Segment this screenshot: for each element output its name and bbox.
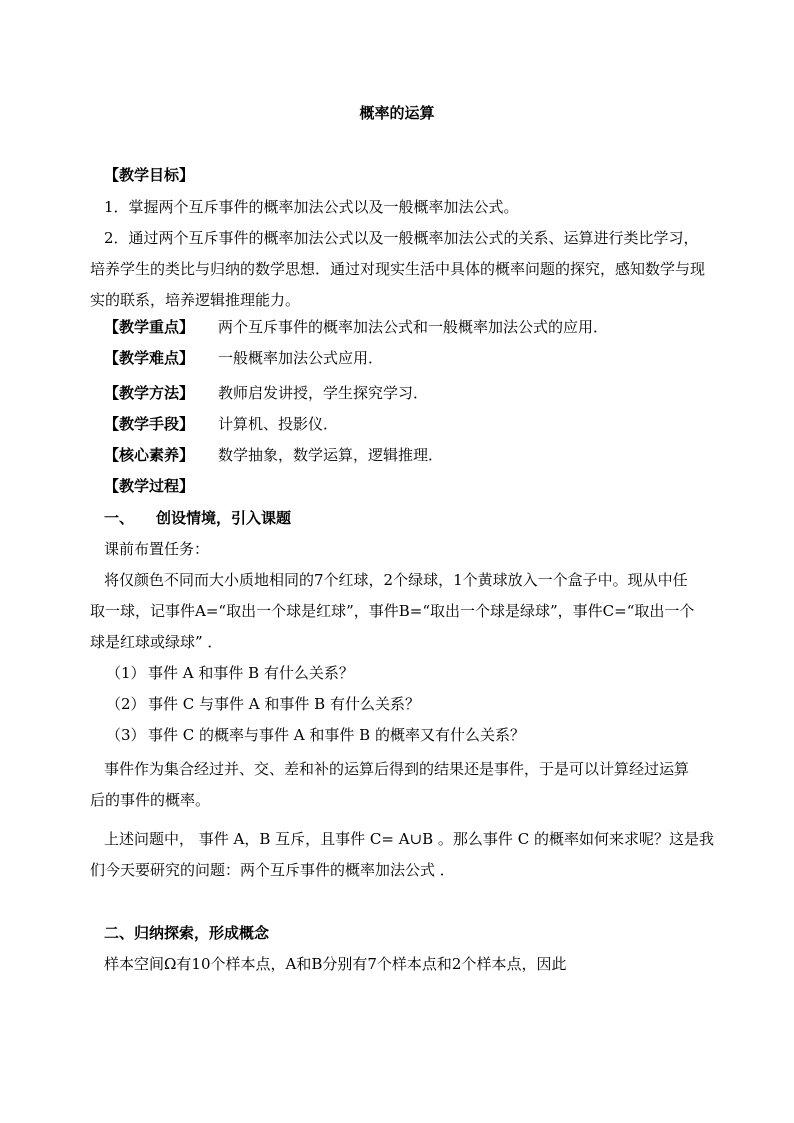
question-3-text: 事件 C 的概率与事件 A 和事件 B 的概率又有什么关系？ <box>148 726 525 744</box>
goal-item-1: 1．掌握两个互斥事件的概率加法公式以及一般概率加法公式。 <box>104 198 519 216</box>
tools <box>104 413 338 435</box>
tools-text: 计算机、投影仪． <box>218 415 339 433</box>
section-2-heading: 二、归纳探索，形成概念 <box>104 924 270 942</box>
difficulties-text: 一般概率加法公式应用． <box>218 349 384 367</box>
goal-item-2-line-2: 培养学生的类比与归纳的数学思想．通过对现实生活中具体的概率问题的探究，感知数学与现 <box>90 260 706 278</box>
goals-heading: 【教学目标】 <box>104 166 195 184</box>
question-3 <box>106 724 525 746</box>
question-1-number: （1） <box>106 664 146 682</box>
literacy-label: 【核心素养】 <box>104 446 195 464</box>
section-1-title: 创设情境，引入课题 <box>156 509 292 527</box>
section-1-paragraph-2-line-1: 事件作为集合经过并、交、差和补的运算后得到的结果还是事件，于是可以计算经过运算 <box>104 760 690 778</box>
page-title: 概率的运算 <box>359 104 435 122</box>
section-2-paragraph-1: 样本空间Ω有10个样本点，A和B分别有7个样本点和2个样本点，因此 <box>104 955 567 973</box>
section-1-paragraph-1-line-2: 取一球，记事件A=“取出一个球是红球”，事件B=“取出一个球是绿球”，事件C=“取出一个 <box>90 602 695 620</box>
section-1-task: 课前布置任务： <box>104 540 210 558</box>
key-points-label: 【教学重点】 <box>104 318 195 336</box>
question-1 <box>106 662 354 684</box>
section-1-paragraph-1-line-3: 球是红球或绿球” ． <box>90 633 223 651</box>
section-1-paragraph-3-line-2: 们今天要研究的问题：两个互斥事件的概率加法公式 ． <box>90 861 455 879</box>
section-1-paragraph-3-line-1: 上述问题中， 事件 A，B 互斥，且事件 C= A∪B 。那么事件 C 的概率如何来求呢？这是我 <box>104 830 714 848</box>
question-2-text: 事件 C 与事件 A 和事件 B 有什么关系？ <box>148 695 420 713</box>
question-2 <box>106 693 420 715</box>
section-1-paragraph-2-line-2: 后的事件的概率。 <box>90 791 211 809</box>
goal-item-2-line-3: 实的联系，培养逻辑推理能力。 <box>90 291 301 309</box>
methods <box>104 382 428 404</box>
tools-label: 【教学手段】 <box>104 415 195 433</box>
section-1-heading <box>104 507 291 529</box>
question-3-number: （3） <box>106 726 146 744</box>
process-heading: 【教学过程】 <box>104 477 195 495</box>
question-1-text: 事件 A 和事件 B 有什么关系？ <box>148 664 354 682</box>
section-1-number: 一、 <box>104 509 135 527</box>
key-points-text: 两个互斥事件的概率加法公式和一般概率加法公式的应用． <box>218 318 609 336</box>
key-points <box>104 316 608 338</box>
difficulties-label: 【教学难点】 <box>104 349 195 367</box>
literacy <box>104 444 443 466</box>
methods-label: 【教学方法】 <box>104 384 195 402</box>
difficulties <box>104 347 383 369</box>
methods-text: 教师启发讲授，学生探究学习． <box>218 384 429 402</box>
section-1-paragraph-1-line-1: 将仅颜色不同而大小质地相同的7个红球，2个绿球，1个黄球放入一个盒子中。现从中任 <box>104 571 688 589</box>
goal-item-2-line-1: 2．通过两个互斥事件的概率加法公式以及一般概率加法公式的关系、运算进行类比学习， <box>104 229 699 247</box>
literacy-text: 数学抽象，数学运算，逻辑推理． <box>218 446 444 464</box>
question-2-number: （2） <box>106 695 146 713</box>
